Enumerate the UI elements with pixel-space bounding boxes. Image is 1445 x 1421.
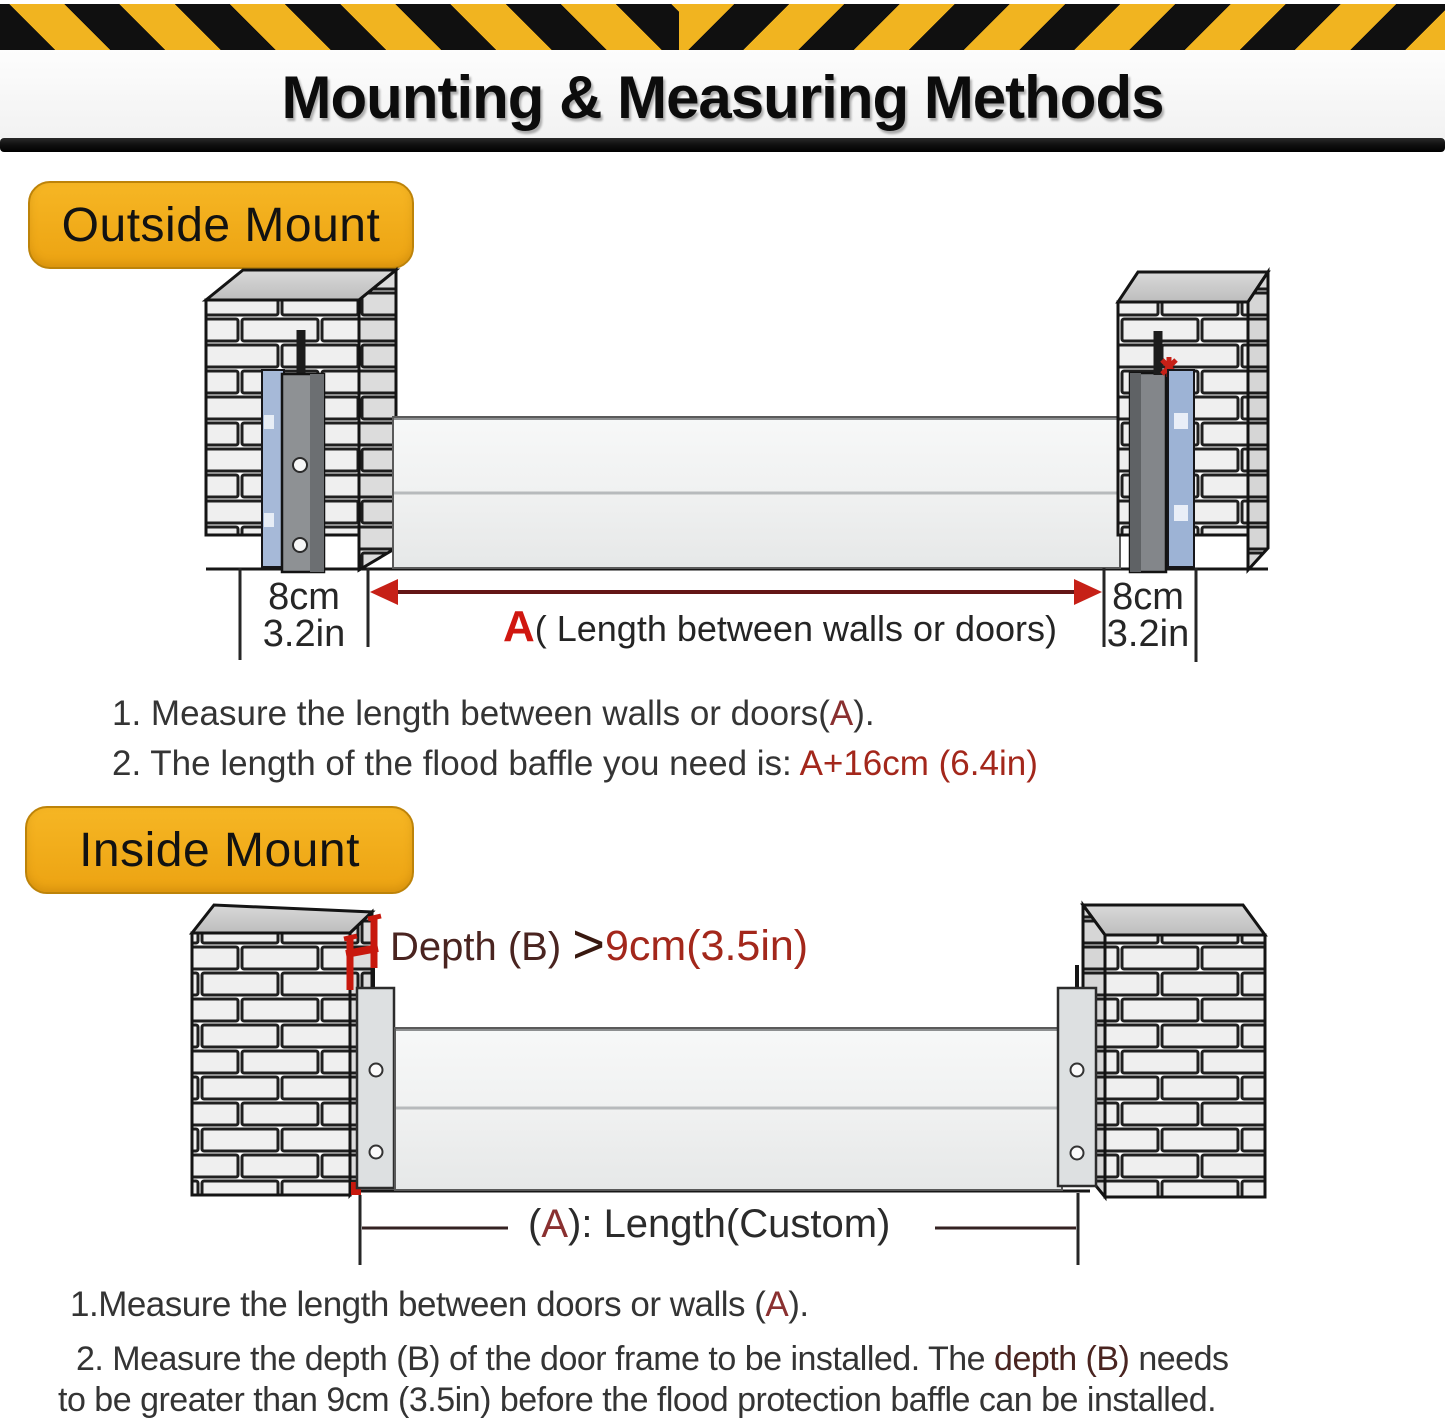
inside-length-label: (A): Length(Custom) xyxy=(528,1202,891,1246)
title-divider xyxy=(0,138,1445,152)
depth-label: Depth (B) >9cm(3.5in) xyxy=(390,912,809,975)
outside-left-gap-cm: 8cm xyxy=(268,576,340,618)
outside-flood-barrier xyxy=(393,417,1120,568)
outside-right-gap-in: 3.2in xyxy=(1106,613,1190,655)
left-channel-hole xyxy=(293,458,307,472)
inside-step-2-line-1: 2. Measure the depth (B) of the door frame to be installed. The depth (B) needs xyxy=(76,1340,1229,1378)
left-seal-strip xyxy=(262,370,284,567)
inside-mount-badge-label: Inside Mount xyxy=(79,823,360,877)
inside-right-pillar xyxy=(1083,905,1265,1197)
hazard-tape-left xyxy=(0,4,679,50)
outside-mount-badge-label: Outside Mount xyxy=(61,198,381,252)
inside-right-bracket xyxy=(1058,965,1096,1186)
outside-step-1: 1. Measure the length between walls or doors(A). xyxy=(112,694,875,733)
outside-right-gap-cm: 8cm xyxy=(1112,576,1184,618)
outside-left-gap-in: 3.2in xyxy=(262,613,346,655)
outside-span-label-a: A xyxy=(502,602,535,651)
outside-span-label: A( Length between walls or doors) xyxy=(502,602,1058,651)
inside-step-2-line-2: to be greater than 9cm (3.5in) before the flood protection baffle can be installed. xyxy=(58,1381,1217,1419)
right-seal-strip xyxy=(1168,370,1194,567)
inside-left-bracket xyxy=(357,988,394,1188)
inside-left-pillar xyxy=(192,905,372,1195)
left-channel-hole xyxy=(293,538,307,552)
outside-mount-badge xyxy=(28,181,414,269)
inside-flood-barrier xyxy=(395,1028,1062,1190)
page-title: Mounting & Measuring Methods xyxy=(281,64,1164,131)
outside-step-2: 2. The length of the flood baffle you need is: A+16cm (6.4in) xyxy=(112,744,1038,783)
greater-than-sign: > xyxy=(572,912,605,975)
inside-mount-badge xyxy=(25,806,414,894)
inside-step-1: 1.Measure the length between doors or walls (A). xyxy=(70,1285,809,1324)
hazard-tape-right xyxy=(679,4,1445,50)
